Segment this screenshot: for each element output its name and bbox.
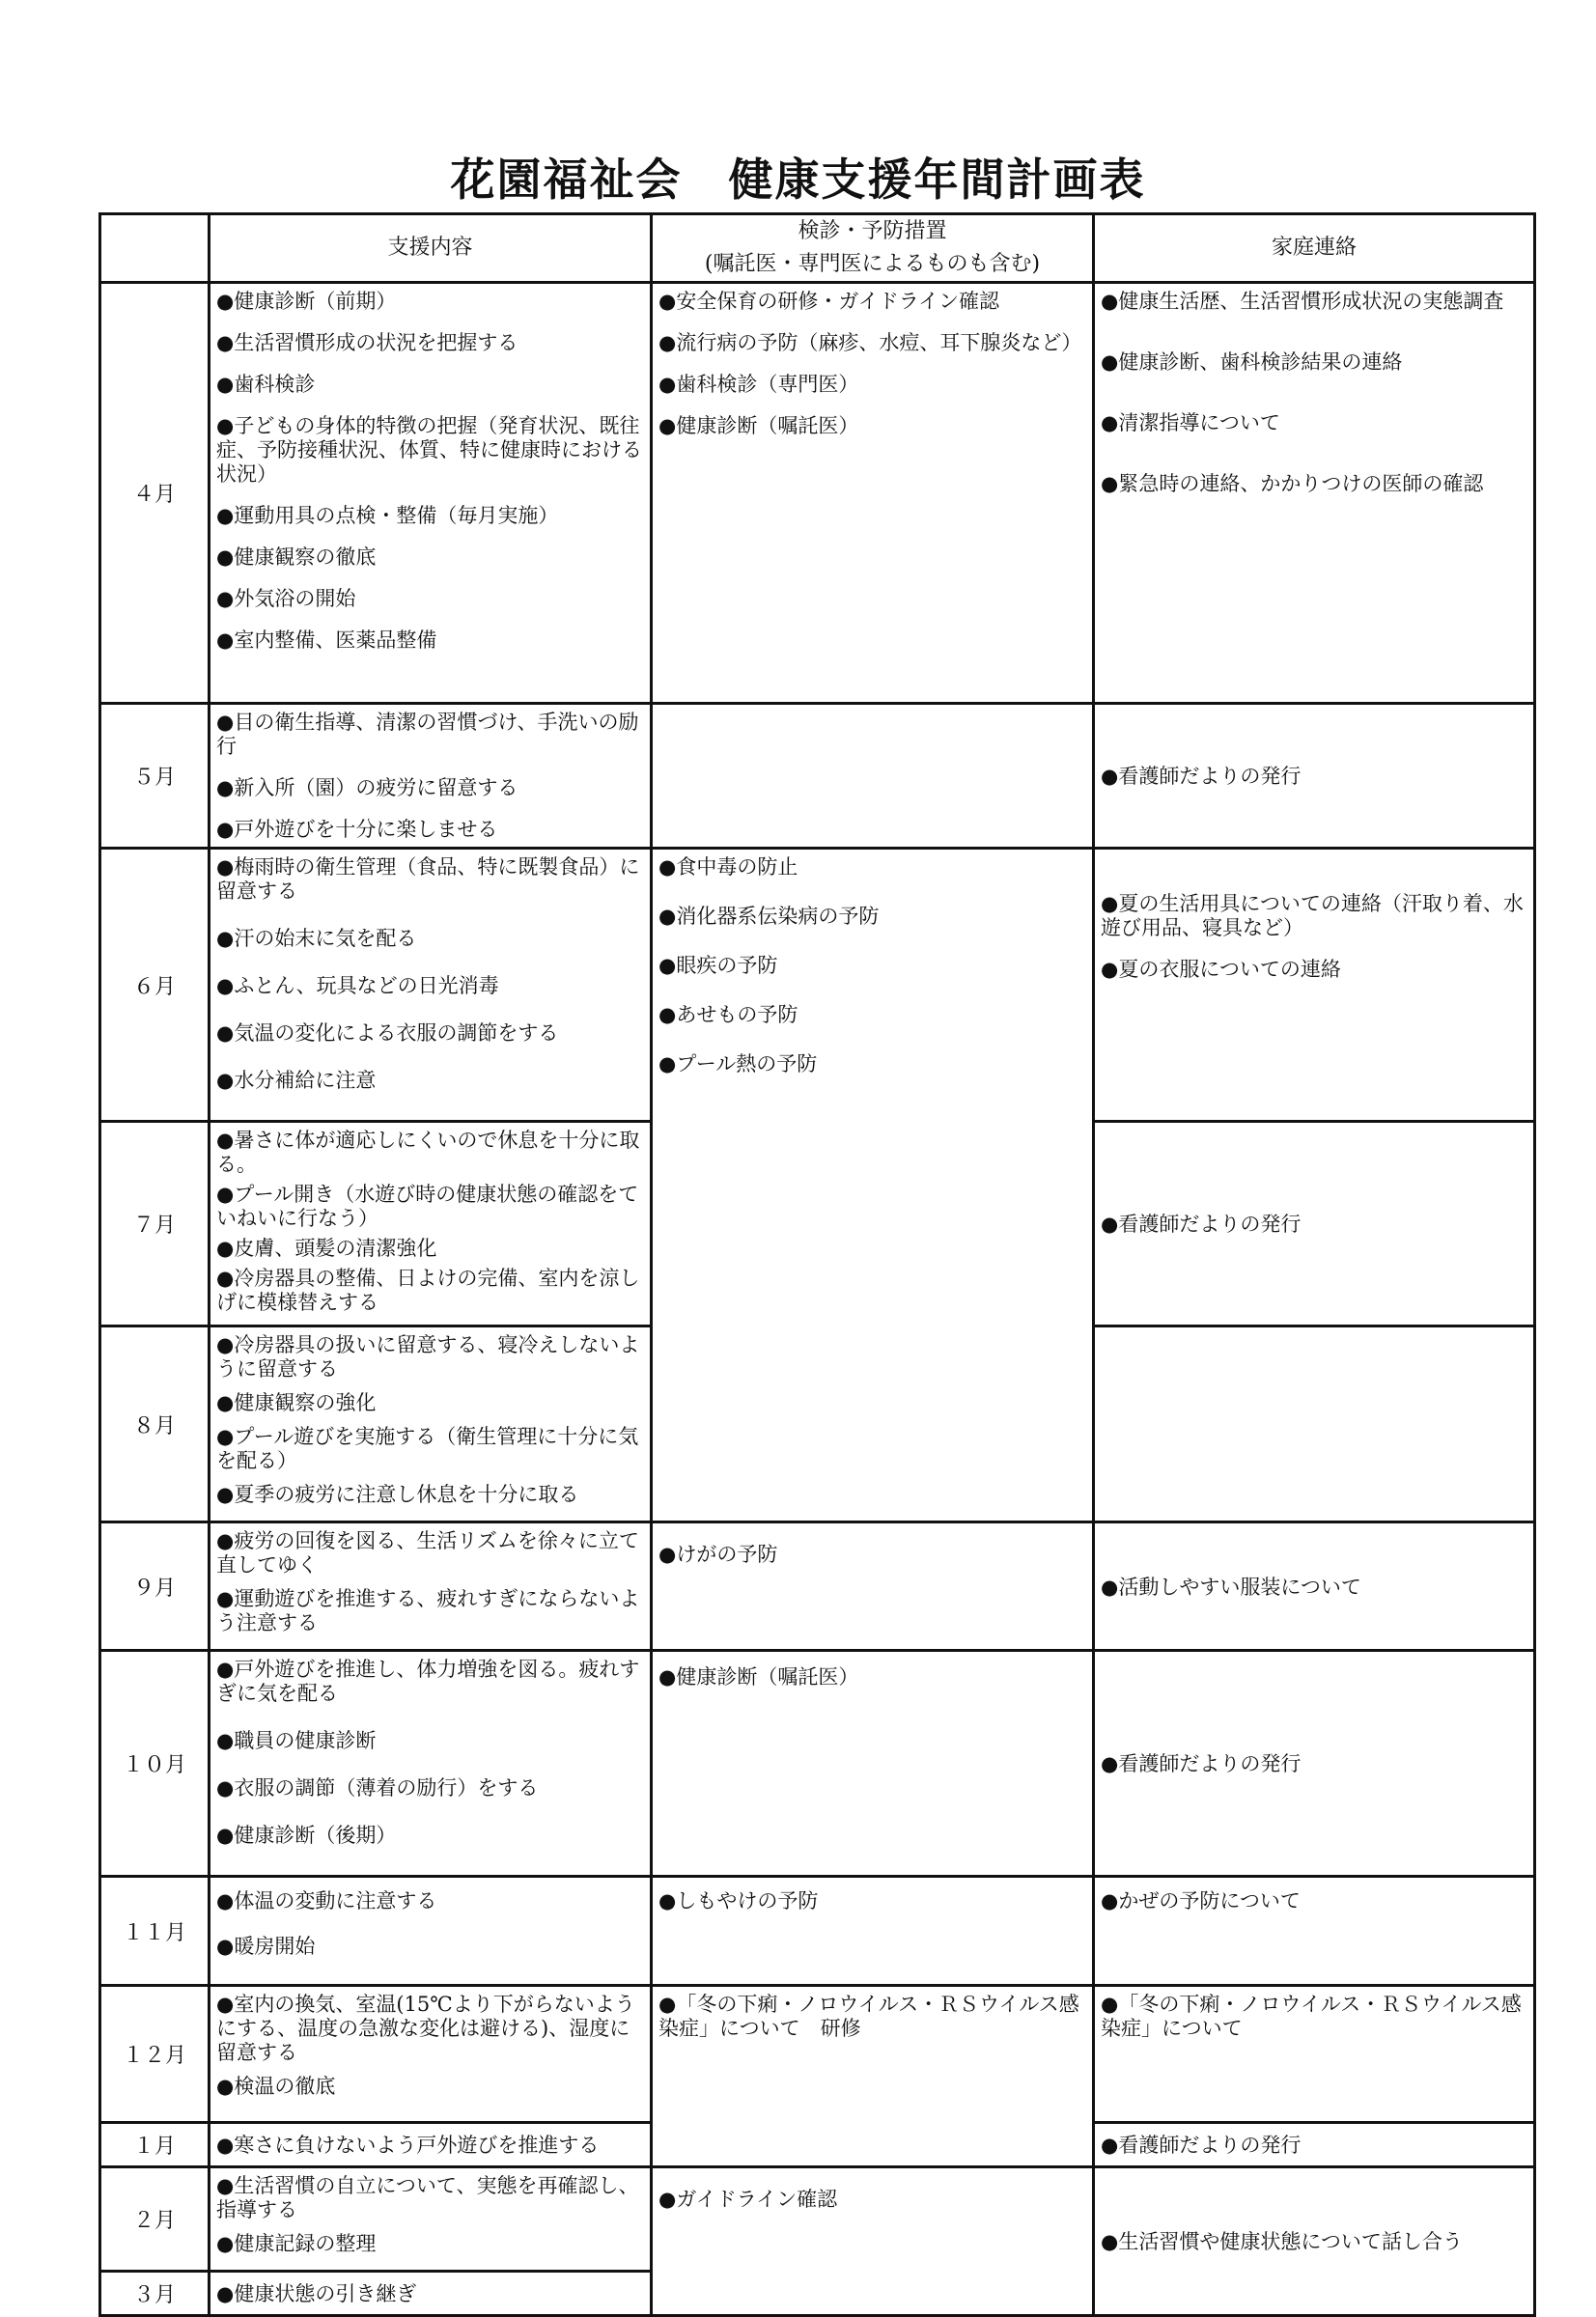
support-cell: [210, 1651, 652, 1877]
checkup-item: ●安全保育の研修・ガイドライン確認: [658, 290, 1000, 313]
support-cell: [210, 2272, 652, 2316]
checkup-cell: [652, 1522, 1094, 1651]
family-item: ●「冬の下痢・ノロウイルス・ＲＳウイルス感染症」について: [1101, 1993, 1522, 2040]
month-label: ９月: [100, 1522, 210, 1651]
family-item: ●生活習慣や健康状態について話し合う: [1101, 2230, 1463, 2253]
family-cell: [1094, 1877, 1535, 1986]
family-cell: [1094, 1326, 1535, 1522]
family-item: ●看護師だよりの発行: [1101, 1213, 1302, 1236]
support-item: ●健康観察の徹底: [216, 545, 377, 569]
checkup-cell: [652, 704, 1094, 849]
row-may: [100, 704, 1535, 849]
row-december: [100, 1986, 1535, 2123]
support-item: ●プール遊びを実施する（衛生管理に十分に気を配る）: [216, 1425, 639, 1472]
checkup-item: ●食中毒の防止: [658, 855, 798, 879]
support-item: ●気温の変化による衣服の調節をする: [216, 1021, 559, 1045]
checkup-item: ●歯科検診（専門医）: [658, 373, 859, 396]
support-cell: [210, 2167, 652, 2272]
month-label: ６月: [100, 849, 210, 1122]
family-item: ●活動しやすい服装について: [1101, 1575, 1361, 1599]
family-item: ●看護師だよりの発行: [1101, 765, 1302, 788]
support-cell: [210, 2123, 652, 2167]
support-cell: [210, 704, 652, 849]
support-item: ●冷房器具の扱いに留意する、寝冷えしないように留意する: [216, 1333, 640, 1381]
row-november: [100, 1877, 1535, 1986]
support-item: ●体温の変動に注意する: [216, 1889, 437, 1912]
checkup-item: ●けがの予防: [658, 1543, 778, 1566]
support-item: ●暖房開始: [216, 1935, 316, 1958]
family-item: ●夏の衣服についての連絡: [1101, 958, 1341, 981]
support-item: ●歯科検診: [216, 373, 316, 396]
month-label: ５月: [100, 704, 210, 849]
family-cell: [1094, 2167, 1535, 2316]
family-item: ●健康診断、歯科検診結果の連絡: [1101, 350, 1403, 374]
row-february: [100, 2167, 1535, 2272]
header-support: 支援内容: [210, 214, 652, 283]
support-item: ●健康状態の引き継ぎ: [216, 2282, 417, 2305]
support-item: ●健康診断（前期）: [216, 290, 397, 313]
checkup-item: ●消化器系伝染病の予防: [658, 905, 880, 928]
family-cell: [1094, 1651, 1535, 1877]
support-item: ●汗の始末に気を配る: [216, 927, 417, 950]
health-plan-table: [98, 212, 1536, 2317]
checkup-item: ●しもやけの予防: [658, 1889, 819, 1912]
checkup-cell: [652, 283, 1094, 704]
support-item: ●夏季の疲労に注意し休息を十分に取る: [216, 1483, 579, 1506]
header-checkup-line1: 検診・予防措置: [798, 219, 947, 243]
family-cell: [1094, 1522, 1535, 1651]
support-item: ●室内整備、医薬品整備: [216, 628, 437, 652]
support-item: ●外気浴の開始: [216, 587, 356, 610]
header-family: 家庭連絡: [1094, 214, 1535, 283]
month-label: ４月: [100, 283, 210, 704]
row-june: [100, 849, 1535, 1122]
support-item: ●新入所（園）の疲労に留意する: [216, 776, 518, 799]
family-item: ●看護師だよりの発行: [1101, 1752, 1302, 1775]
support-item: ●疲労の回復を図る、生活リズムを徐々に立て直してゆく: [216, 1529, 639, 1577]
month-label: １０月: [100, 1651, 210, 1877]
checkup-item: ●流行病の予防（麻疹、水痘、耳下腺炎など）: [658, 331, 1082, 354]
family-item: ●かぜの予防について: [1101, 1889, 1301, 1912]
family-item: ●健康生活歴、生活習慣形成状況の実態調査: [1101, 290, 1504, 313]
support-item: ●健康観察の強化: [216, 1391, 377, 1414]
support-cell: [210, 1522, 652, 1651]
header-row: [100, 214, 1535, 283]
support-item: ●衣服の調節（薄着の励行）をする: [216, 1776, 539, 1800]
month-label: ２月: [100, 2167, 210, 2272]
support-item: ●寒さに負けないよう戸外遊びを推進する: [216, 2134, 600, 2157]
checkup-cell: [652, 849, 1094, 1522]
support-item: ●ふとん、玩具などの日光消毒: [216, 974, 499, 997]
row-october: [100, 1651, 1535, 1877]
family-cell: [1094, 1122, 1535, 1326]
support-item: ●生活習慣の自立について、実態を再確認し、指導する: [216, 2174, 639, 2221]
support-cell: [210, 283, 652, 704]
support-item: ●健康診断（後期）: [216, 1824, 397, 1847]
checkup-cell: [652, 1986, 1094, 2167]
support-item: ●梅雨時の衛生管理（食品、特に既製食品）に留意する: [216, 855, 640, 903]
month-label: ８月: [100, 1326, 210, 1522]
checkup-item: ●眼疾の予防: [658, 954, 778, 977]
month-label: ３月: [100, 2272, 210, 2316]
header-month: [100, 214, 210, 283]
checkup-cell: [652, 1651, 1094, 1877]
support-cell: [210, 1122, 652, 1326]
checkup-item: ●あせもの予防: [658, 1003, 798, 1026]
checkup-cell: [652, 2167, 1094, 2316]
checkup-item: ●健康診断（嘱託医）: [658, 1665, 859, 1689]
family-item: ●夏の生活用具についての連絡（汗取り着、水遊び用品、寝具など）: [1101, 892, 1524, 939]
support-item: ●戸外遊びを十分に楽しませる: [216, 818, 498, 841]
row-april: [100, 283, 1535, 704]
support-item: ●暑さに体が適応しにくいので休息を十分に取る。: [216, 1129, 640, 1176]
support-item: ●子どもの身体的特徴の把握（発育状況、既往症、予防接種状況、体質、特に健康時における状況）: [216, 414, 642, 486]
support-item: ●室内の換気、室温(15℃より下がらないようにする、温度の急激な変化は避ける)、湿度に留意する: [216, 1993, 635, 2064]
header-checkup: [652, 214, 1094, 283]
support-item: ●目の衛生指導、清潔の習慣づけ、手洗いの励行: [216, 711, 639, 758]
family-cell: [1094, 704, 1535, 849]
family-cell: [1094, 849, 1535, 1122]
checkup-item: ●ガイドライン確認: [658, 2188, 838, 2211]
support-item: ●職員の健康診断: [216, 1729, 377, 1752]
support-item: ●運動遊びを推進する、疲れすぎにならないよう注意する: [216, 1587, 640, 1634]
month-label: １１月: [100, 1877, 210, 1986]
checkup-item: ●「冬の下痢・ノロウイルス・ＲＳウイルス感染症」について 研修: [658, 1993, 1079, 2040]
support-item: ●プール開き（水遊び時の健康状態の確認をていねいに行なう）: [216, 1183, 639, 1230]
support-item: ●冷房器具の整備、日よけの完備、室内を涼しげに模様替えする: [216, 1267, 640, 1314]
checkup-item: ●プール熱の予防: [658, 1052, 818, 1075]
support-item: ●健康記録の整理: [216, 2232, 377, 2255]
support-item: ●検温の徹底: [216, 2075, 336, 2098]
support-cell: [210, 1877, 652, 1986]
header-checkup-line2: (嘱託医・専門医によるものも含む): [704, 252, 1041, 276]
month-label: １２月: [100, 1986, 210, 2123]
support-item: ●皮膚、頭髪の清潔強化: [216, 1237, 437, 1260]
support-item: ●水分補給に注意: [216, 1069, 377, 1092]
family-item: ●清潔指導について: [1101, 411, 1280, 434]
support-item: ●戸外遊びを推進し、体力増強を図る。疲れすぎに気を配る: [216, 1658, 640, 1705]
support-cell: [210, 1986, 652, 2123]
family-cell: [1094, 2123, 1535, 2167]
family-item: ●看護師だよりの発行: [1101, 2134, 1302, 2157]
row-september: [100, 1522, 1535, 1651]
support-cell: [210, 849, 652, 1122]
page-title: 花園福祉会 健康支援年間計画表: [450, 154, 1146, 206]
family-cell: [1094, 283, 1535, 704]
family-item: ●緊急時の連絡、かかりつけの医師の確認: [1101, 472, 1484, 495]
checkup-item: ●健康診断（嘱託医）: [658, 414, 859, 437]
support-item: ●運動用具の点検・整備（毎月実施）: [216, 504, 559, 527]
month-label: ７月: [100, 1122, 210, 1326]
month-label: １月: [100, 2123, 210, 2167]
family-cell: [1094, 1986, 1535, 2123]
support-item: ●生活習慣形成の状況を把握する: [216, 331, 518, 354]
support-cell: [210, 1326, 652, 1522]
checkup-cell: [652, 1877, 1094, 1986]
